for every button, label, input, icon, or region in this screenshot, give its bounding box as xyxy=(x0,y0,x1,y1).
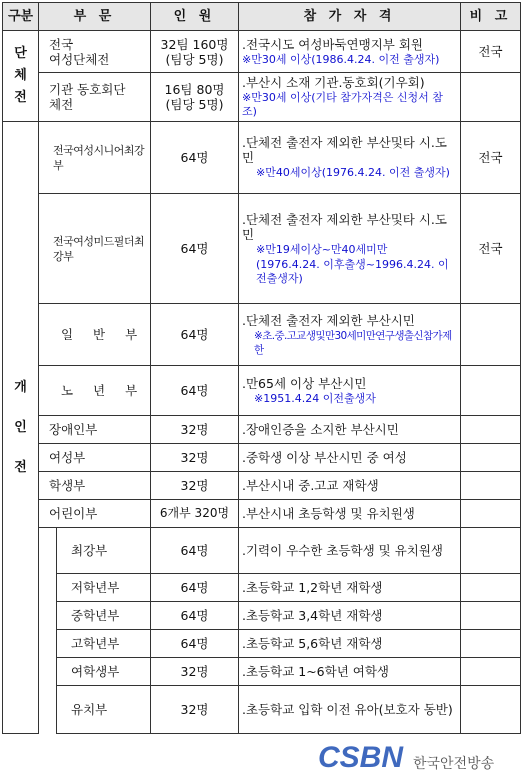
division-cell: 일 반 부 xyxy=(39,304,151,366)
count-cell: 64명 xyxy=(151,602,239,630)
count-cell: 32명 xyxy=(151,658,239,686)
remark-cell xyxy=(461,73,521,122)
qualification-cell xyxy=(239,122,461,194)
qualification-note: ※만30세 이상(1986.4.24. 이전 출생자) xyxy=(242,52,440,66)
header-category: 구분 xyxy=(3,3,39,31)
qualification-text: .전국시도 여성바둑연맹지부 회원 xyxy=(242,36,423,52)
remark-cell: 전국 xyxy=(461,31,521,73)
count-cell: 64명 xyxy=(151,122,239,194)
qualification-note: ※만40세이상(1976.4.24. 이전 출생자) xyxy=(256,166,450,179)
remark-cell xyxy=(461,528,521,574)
count-cell: 16팀 80명 (팀당 5명) xyxy=(151,73,239,122)
qualification-cell xyxy=(239,194,461,304)
table-row xyxy=(3,686,521,734)
subdivision-cell: 여학생부 xyxy=(57,658,151,686)
remark-cell xyxy=(461,602,521,630)
qualification-cell: .부산시내 초등학생 및 유치원생 xyxy=(239,500,461,528)
division-cell: 여성부 xyxy=(39,444,151,472)
subdivision-cell: 최강부 xyxy=(57,528,151,574)
division-cell: 전국 여성단체전 xyxy=(39,31,151,73)
qualification-cell xyxy=(239,366,461,416)
count-cell: 32명 xyxy=(151,472,239,500)
table-row xyxy=(3,472,521,500)
qualification-note: ※초.중.고교생및만30세미만연구생출신참가제한 xyxy=(254,329,452,356)
remark-cell xyxy=(461,686,521,734)
table-row xyxy=(3,528,521,574)
csbn-logo xyxy=(318,738,518,774)
count-cell: 64명 xyxy=(151,194,239,304)
table-row xyxy=(3,444,521,472)
table-row xyxy=(3,500,521,528)
qualification-cell: .부산시내 중.고교 재학생 xyxy=(239,472,461,500)
qualification-text: .부산시 소재 기관.동호회(기우회) xyxy=(242,75,425,90)
table-row xyxy=(3,630,521,658)
subdivision-cell: 고학년부 xyxy=(57,630,151,658)
indent-spacer xyxy=(39,528,57,734)
qualification-note: ※만30세 이상(기타 참가자격은 신청서 참조) xyxy=(242,91,443,118)
qualification-cell: .초등학교 3,4학년 재학생 xyxy=(239,602,461,630)
qualification-text: .만65세 이상 부산시민 xyxy=(242,375,367,391)
participation-table xyxy=(2,2,521,734)
count-cell: 64명 xyxy=(151,574,239,602)
qualification-cell: .초등학교 입학 이전 유아(보호자 동반) xyxy=(239,686,461,734)
qualification-cell: .초등학교 5,6학년 재학생 xyxy=(239,630,461,658)
remark-cell: 전국 xyxy=(461,194,521,304)
logo-mark: CSBN xyxy=(318,741,404,774)
count-cell: 64명 xyxy=(151,630,239,658)
table-row xyxy=(3,602,521,630)
count-cell: 32명 xyxy=(151,416,239,444)
header-remark: 비 고 xyxy=(461,3,521,31)
remark-cell xyxy=(461,574,521,602)
remark-cell xyxy=(461,444,521,472)
count-cell: 64명 xyxy=(151,304,239,366)
table-row xyxy=(3,194,521,304)
qualification-text: .단체전 출전자 제외한 부산시민 xyxy=(242,312,415,328)
header-row xyxy=(3,3,521,31)
subdivision-cell: 중학년부 xyxy=(57,602,151,630)
remark-cell xyxy=(461,366,521,416)
remark-cell xyxy=(461,472,521,500)
table-row xyxy=(3,304,521,366)
remark-cell xyxy=(461,416,521,444)
subdivision-cell: 저학년부 xyxy=(57,574,151,602)
division-cell: 노 년 부 xyxy=(39,366,151,416)
qualification-note: ※만19세이상~만40세미만 xyxy=(256,242,388,256)
qualification-text: .단체전 출전자 제외한 부산및타 시.도민 xyxy=(242,135,447,165)
division-cell: 전국여성시니어최강부 xyxy=(39,122,151,194)
category-individual: 개 인 전 xyxy=(3,122,39,734)
division-cell: 학생부 xyxy=(39,472,151,500)
category-team: 단 체 전 xyxy=(3,31,39,122)
division-cell: 어린이부 xyxy=(39,500,151,528)
division-cell: 기관 동호회단 체전 xyxy=(39,73,151,122)
qualification-note-2: (1976.4.24. 이후출생~1996.4.24. 이전출생자) xyxy=(256,257,449,285)
division-cell: 전국여성미드필더최강부 xyxy=(39,194,151,304)
table-row xyxy=(3,366,521,416)
remark-cell xyxy=(461,500,521,528)
header-count: 인 원 xyxy=(151,3,239,31)
count-cell: 32명 xyxy=(151,686,239,734)
table-row xyxy=(3,122,521,194)
qualification-cell: .초등학교 1~6학년 여학생 xyxy=(239,658,461,686)
division-cell: 장애인부 xyxy=(39,416,151,444)
qualification-text: .단체전 출전자 제외한 부산및타 시.도민 xyxy=(242,211,447,242)
count-cell: 32팀 160명 (팀당 5명) xyxy=(151,31,239,73)
subdivision-cell: 유치부 xyxy=(57,686,151,734)
logo-text: 한국안전방송 xyxy=(413,756,495,772)
remark-cell xyxy=(461,630,521,658)
header-qualification: 참 가 자 격 xyxy=(239,3,461,31)
table-row xyxy=(3,31,521,73)
qualification-cell: .중학생 이상 부산시민 중 여성 xyxy=(239,444,461,472)
table-row xyxy=(3,658,521,686)
table-row xyxy=(3,73,521,122)
count-cell: 64명 xyxy=(151,528,239,574)
qualification-cell xyxy=(239,304,461,366)
qualification-cell: .기력이 우수한 초등학생 및 유치원생 xyxy=(239,528,461,574)
qualification-cell: .장애인증을 소지한 부산시민 xyxy=(239,416,461,444)
remark-cell xyxy=(461,658,521,686)
qualification-cell: .초등학교 1,2학년 재학생 xyxy=(239,574,461,602)
qualification-note: ※1951.4.24 이전출생자 xyxy=(254,391,376,405)
header-division: 부 문 xyxy=(39,3,151,31)
table-row xyxy=(3,416,521,444)
count-cell: 64명 xyxy=(151,366,239,416)
table-row xyxy=(3,574,521,602)
remark-cell: 전국 xyxy=(461,122,521,194)
qualification-cell xyxy=(239,73,461,122)
remark-cell xyxy=(461,304,521,366)
count-cell: 6개부 320명 xyxy=(151,500,239,528)
qualification-cell xyxy=(239,31,461,73)
count-cell: 32명 xyxy=(151,444,239,472)
